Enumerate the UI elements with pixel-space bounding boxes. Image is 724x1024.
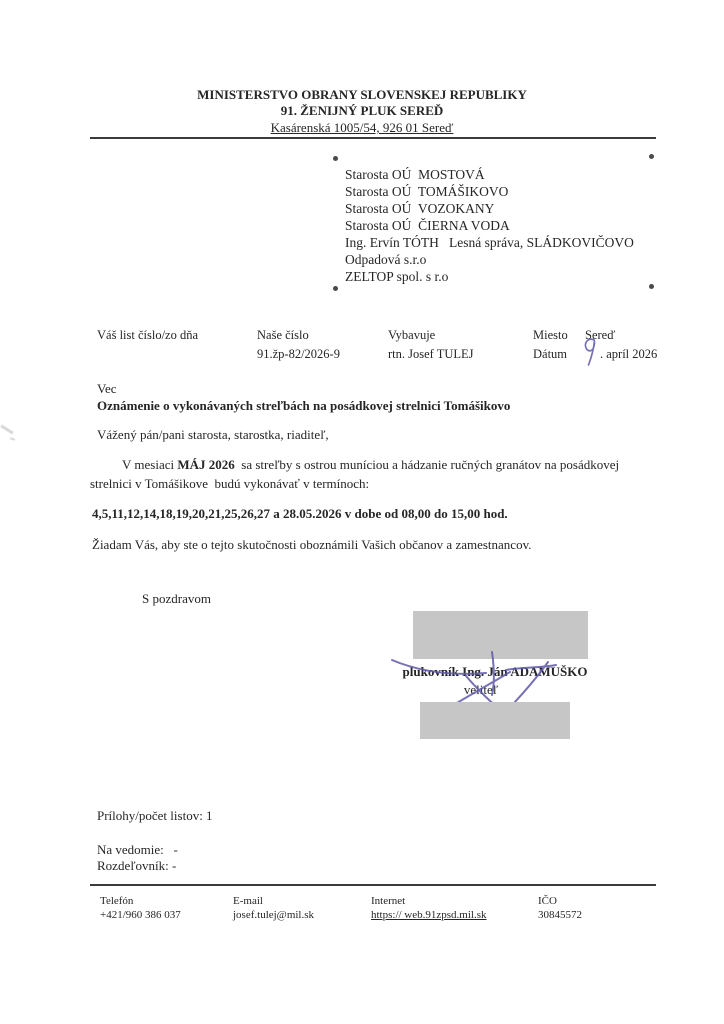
recipient-line: ZELTOP spol. s r.o — [345, 269, 449, 284]
recipient-line: Odpadová s.r.o — [345, 252, 427, 267]
recipient-line: Starosta OÚ MOSTOVÁ — [345, 167, 485, 182]
recipient-line: Ing. Ervín TÓTH Lesná správa, SLÁDKOVIČOVO — [345, 235, 634, 250]
signatory-title: veliteľ — [463, 682, 499, 697]
header-divider — [90, 137, 656, 139]
body-paragraph-2: Žiadam Vás, aby ste o tejto skutočnosti oboznámili Vašich občanov a zamestnancov. — [92, 537, 532, 552]
internet-label: Internet — [371, 895, 406, 907]
rozdelovnik-line: Rozdeľovník: - — [97, 858, 177, 873]
recipient-line: Starosta OÚ ČIERNA VODA — [345, 218, 510, 233]
para1-month-bold: MÁJ 2026 — [177, 457, 235, 472]
body-paragraph-1 — [90, 455, 658, 493]
header-org-line2: 91. ŽENIJNÝ PLUK SEREĎ — [280, 103, 444, 118]
internet-link: https:// web.91zpsd.mil.sk — [371, 909, 487, 921]
phone-value: +421/960 386 037 — [100, 909, 181, 921]
handler-label: Vybavuje — [388, 328, 436, 342]
para1-suffix: sa streľby s ostrou muníciou a hádzanie ručných granátov na posádkovej strelnici v Tomášikove budú vykonávať v termínoch: — [90, 457, 620, 491]
our-ref-label: Naše číslo — [257, 328, 309, 342]
signatory-name: plukovník Ing. Ján ADAMUŠKO — [402, 664, 588, 679]
subject-title: Oznámenie o vykonávaných streľbách na posádkovej strelnici Tomášikovo — [97, 398, 511, 413]
header-org-line1: MINISTERSTVO OBRANY SLOVENSKEJ REPUBLIKY — [197, 87, 527, 102]
footer-divider — [90, 884, 656, 886]
date-rest: . apríl 2026 — [600, 347, 658, 361]
scan-speck — [0, 425, 13, 435]
handler-value: rtn. Josef TULEJ — [388, 347, 474, 361]
recipient-line: Starosta OÚ TOMÁŠIKOVO — [345, 184, 509, 199]
place-value: Sereď — [585, 328, 616, 342]
date-label: Dátum — [533, 347, 568, 361]
shooting-dates-line: 4,5,11,12,14,18,19,20,21,25,26,27 a 28.05.2026 v dobe od 08,00 do 15,00 hod. — [92, 506, 508, 521]
our-ref-value: 91.žp-82/2026-9 — [257, 347, 340, 361]
email-value: josef.tulej@mil.sk — [233, 909, 315, 921]
subject-label: Vec — [97, 381, 117, 396]
email-label: E-mail — [233, 895, 263, 907]
fold-mark-dot — [333, 286, 338, 291]
fold-mark-dot — [649, 154, 654, 159]
your-ref-label: Váš list číslo/zo dňa — [97, 328, 199, 342]
fold-mark-dot — [649, 284, 654, 289]
redaction-box — [420, 702, 570, 739]
header-address: Kasárenská 1005/54, 926 01 Sereď — [270, 120, 454, 135]
phone-label: Telefón — [100, 895, 134, 907]
place-label: Miesto — [533, 328, 568, 342]
closing-line: S pozdravom — [142, 591, 211, 606]
ico-label: IČO — [538, 895, 557, 907]
na-vedomie-line: Na vedomie: - — [97, 842, 178, 857]
para1-prefix: V mesiaci — [122, 457, 178, 472]
recipient-line: Starosta OÚ VOZOKANY — [345, 201, 495, 216]
fold-mark-dot — [333, 156, 338, 161]
ico-value: 30845572 — [538, 909, 582, 921]
scan-speck — [10, 437, 15, 441]
handwritten-date-digit — [582, 336, 598, 368]
attachments-line: Prílohy/počet listov: 1 — [97, 808, 213, 823]
salutation: Vážený pán/pani starosta, starostka, riaditeľ, — [97, 427, 329, 442]
